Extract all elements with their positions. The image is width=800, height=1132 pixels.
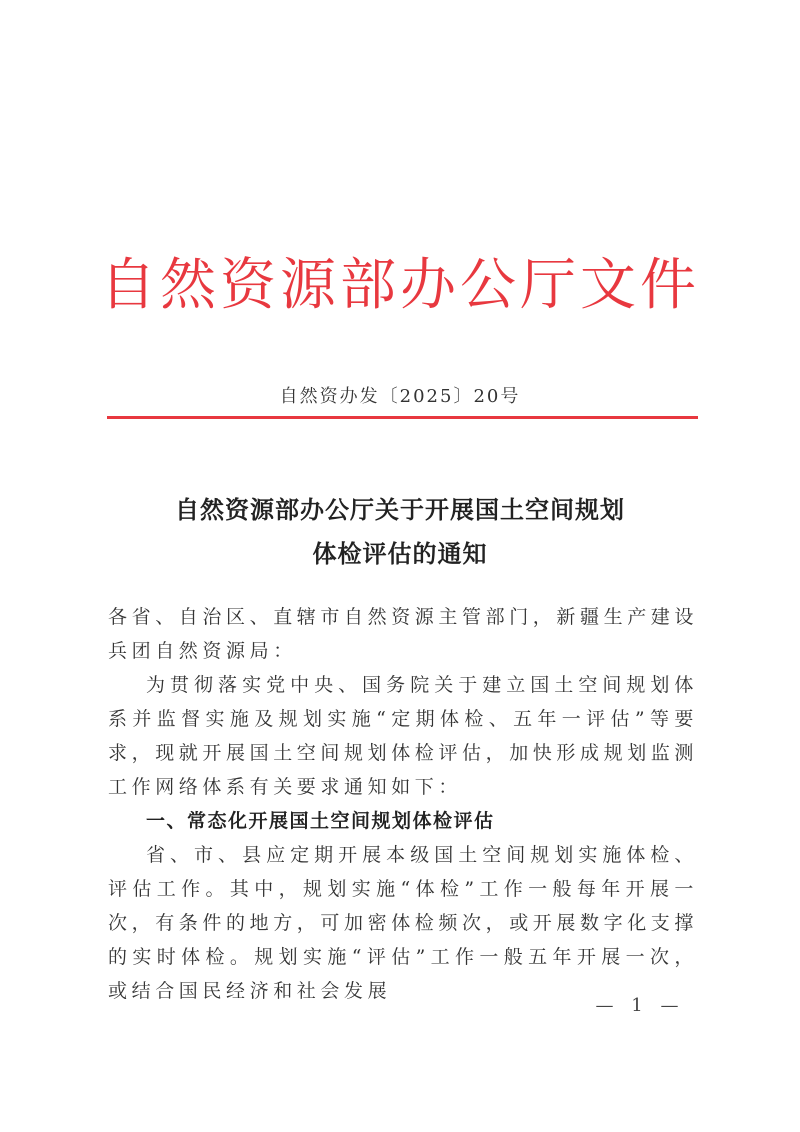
section-body-1: 省、市、县应定期开展本级国土空间规划实施体检、评估工作。其中，规划实施“体检”工作一般每年开展一次，有条件的地方，可加密体检频次，或开展数字化支撑的实时体检。规划实施“评估”工作一般五年开展一次，或结合国民经济和社会发展 [108,844,699,1002]
intro-paragraph: 为贯彻落实党中央、国务院关于建立国土空间规划体系并监督实施及规划实施“定期体检、五年一评估”等要求，现就开展国土空间规划体检评估，加快形成规划监测工作网络体系有关要求通知如下： [108,674,699,798]
document-body [108,600,698,1008]
document-masthead: 自然资源部办公厅文件 [100,253,700,318]
document-number: 自然资办发〔2025〕20号 [279,386,521,407]
addressee: 各省、自治区、直辖市自然资源主管部门，新疆生产建设兵团自然资源局： [108,606,699,662]
title-line-1: 自然资源部办公厅关于开展国土空间规划 [175,496,625,524]
red-divider-rule [107,416,698,419]
document-title [100,488,700,576]
page-number: — 1 — [595,995,685,1016]
title-line-2: 体检评估的通知 [312,540,488,568]
section-heading-1: 一、常态化开展国土空间规划体检评估 [146,810,495,832]
